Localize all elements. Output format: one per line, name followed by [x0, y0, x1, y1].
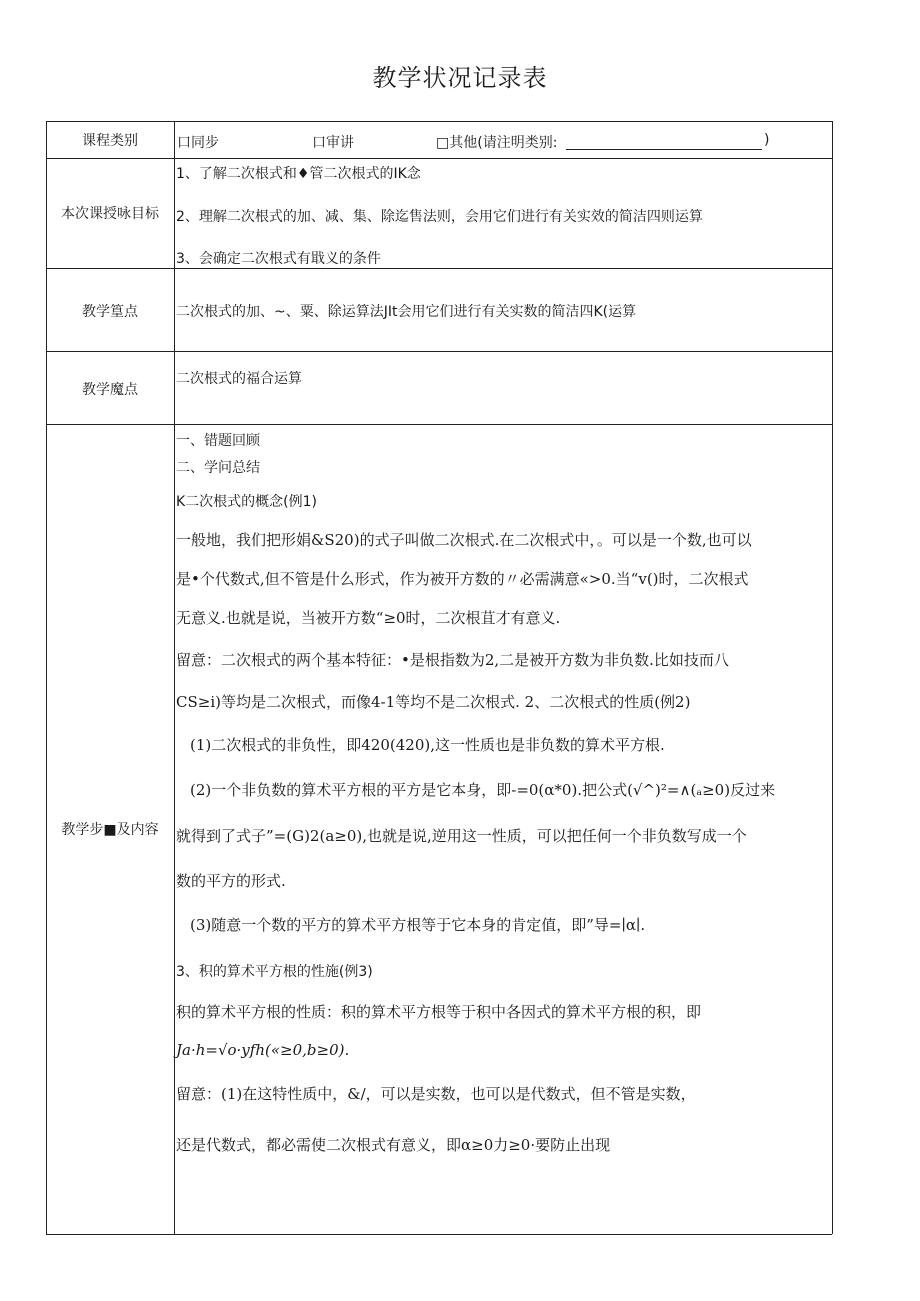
- formula-line: Ja·h=√o·yfh(«≥0,b≥0).: [176, 1041, 350, 1059]
- table-divider: [46, 424, 832, 425]
- difficult-points-text: 二次根式的福合运算: [176, 371, 302, 387]
- key-points-label: 教学篁点: [82, 304, 138, 320]
- content-line: 一般地，我们把形娟&S20)的式子叫做二次根式.在二次根式中，。可以是一个数,也可以: [176, 531, 752, 549]
- goal-item: 3、会确定二次根式有戢义的条件: [176, 251, 381, 267]
- content-line: (2)一个非负数的算术平方根的平方是它本身，即-=0(α*0).把公式(√^)²=∧(ₐ≥0)反过来: [190, 781, 776, 799]
- content-line: 留意：(1)在这特性质中，&/，可以是实数，也可以是代数式，但不管是实数，: [176, 1085, 696, 1103]
- option-sync-checkbox[interactable]: 口同步: [177, 135, 219, 151]
- goals-label: 本次课授咏目标: [61, 206, 159, 222]
- content-line: (3)随意一个数的平方的算术平方根等于它本身的肯定值，即”导=∣α∣.: [190, 916, 646, 934]
- content-line: 无意义.也就是说，当被开方数“≥0时，二次根苴才有意义.: [176, 609, 561, 627]
- table-divider: [46, 351, 832, 352]
- option-other-checkbox[interactable]: □其他(请注明类别:: [436, 135, 558, 151]
- table-border-top: [46, 121, 832, 122]
- content-line: (1)二次根式的非负性，即420(420),这一性质也是非负数的算术平方根.: [190, 736, 665, 754]
- section-heading: 二、学问总结: [176, 460, 260, 476]
- page-title: 教学状况记录表: [372, 64, 548, 92]
- key-points-text: 二次根式的加、~、粟、除运算法JIt会用它们进行有关实数的简洁四K(运算: [176, 304, 637, 320]
- difficult-points-label: 教学魔点: [82, 382, 138, 398]
- goal-item: 1、了解二次根式和♦管二次根式的IK念: [176, 166, 421, 182]
- content-line: 留意：二次根式的两个基本特征：•是根指数为2,二是被开方数为非负数.比如技而八: [176, 651, 729, 669]
- content-line: 就得到了式子”=(G)2(a≥0),也就是说,逆用这一性质，可以把任何一个非负数写成一个: [176, 827, 747, 845]
- content-line: CS≥i)等均是二次根式，而像4-1等均不是二次根式. 2、二次根式的性质(例2): [176, 693, 691, 711]
- content-line: 积的算术平方根的性质：积的算术平方根等于积中各因式的算术平方根的积，即: [176, 1003, 702, 1021]
- other-type-blank[interactable]: [566, 149, 762, 150]
- course-type-label: 课程类别: [82, 133, 138, 149]
- content-line: 是•个代数式,但不管是什么形式，作为被开方数的〃必需满意«>0.当“v()时，二次根式: [176, 570, 749, 588]
- goal-item: 2、理解二次根式的加、减、集、除迄售法则，会用它们进行有关实效的简洁四则运算: [176, 209, 703, 225]
- table-border-right: [832, 121, 833, 1234]
- content-line: 数的平方的形式.: [176, 872, 286, 890]
- teaching-steps-label: 教学步■及内容: [61, 822, 159, 838]
- table-divider: [46, 268, 832, 269]
- subsection-heading: 3、积的算术平方根的性施(例3): [176, 964, 373, 980]
- subsection-heading: K二次根式的概念(例1): [176, 494, 318, 510]
- option-other-close: ): [764, 132, 770, 148]
- content-line: 还是代数式，都必需使二次根式有意义，即α≥0力≥0·要防止出现: [176, 1136, 611, 1154]
- table-column-divider: [174, 121, 175, 1234]
- table-border-left: [46, 121, 47, 1234]
- table-divider: [46, 158, 832, 159]
- section-heading: 一、错题回顾: [176, 433, 260, 449]
- option-review-checkbox[interactable]: 口审讲: [312, 135, 354, 151]
- table-border-bottom: [46, 1234, 832, 1235]
